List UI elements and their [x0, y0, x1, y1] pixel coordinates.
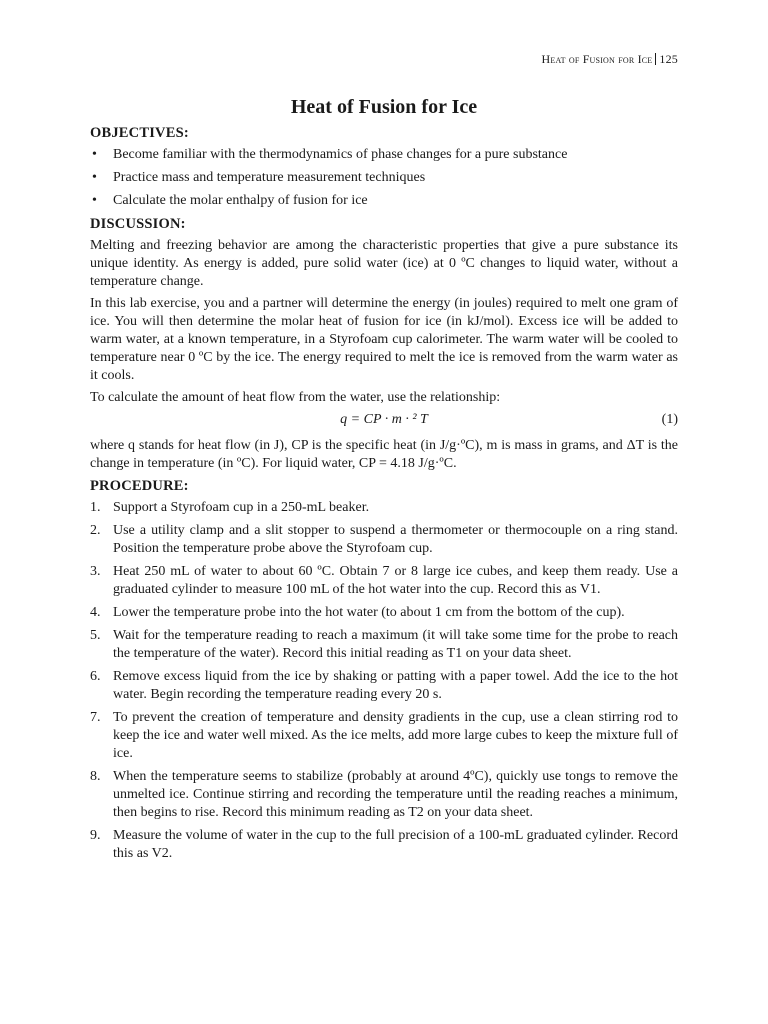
procedure-heading: PROCEDURE: [90, 478, 189, 494]
equation-block [90, 411, 678, 433]
list-item [90, 627, 678, 663]
paragraph: Melting and freezing behavior are among the characteristic properties that give a pure substance its unique identity. As energy is added, pure solid water (ice) at 0 ºC changes to liquid water, without a temperature change. [90, 238, 678, 289]
equation: q = CP · m · ² T [340, 412, 428, 427]
objectives-list [90, 146, 678, 210]
step-text: To prevent the creation of temperature and density gradients in the cup, use a clean stirring rod to keep the ice and water well mixed. As the ice melts, add more large cubes to keep the mixture full of ice. [113, 710, 678, 761]
step-text: Wait for the temperature reading to reach a maximum (it will take some time for the probe to reach the temperature of the water). Record this initial reading as T1 on your data sheet. [113, 628, 678, 661]
list-item [90, 827, 678, 863]
step-text: Support a Styrofoam cup in a 250-mL beaker. [113, 500, 370, 515]
step-text: Measure the volume of water in the cup to the full precision of a 100-mL graduated cylinder. Record this as V2. [113, 828, 678, 861]
list-item [90, 668, 678, 704]
step-text: Remove excess liquid from the ice by shaking or patting with a paper towel. Add the ice to the hot water. Begin recording the temperature reading every 20 s. [113, 669, 678, 702]
procedure-list [90, 499, 678, 863]
list-item: • Practice mass and temperature measurement techniques [90, 169, 678, 187]
list-item [90, 563, 678, 599]
step-number: 5. [90, 628, 101, 643]
step-text: Heat 250 mL of water to about 60 ºC. Obtain 7 or 8 large ice cubes, and keep them ready. Use a graduated cylinder to measure 100 mL of the hot water into the cup. Record this as V1. [113, 564, 678, 597]
objectives-heading: OBJECTIVES: [90, 125, 189, 141]
list-item [90, 522, 678, 558]
list-item: • Become familiar with the thermodynamics of phase changes for a pure substance [90, 146, 678, 164]
step-number: 6. [90, 669, 101, 684]
paragraph: In this lab exercise, you and a partner will determine the energy (in joules) required to melt one gram of ice. You will then determine the molar heat of fusion for ice (in kJ/mol). Excess ice will be added to warm water, at a known temperature, in a Styrofoam cup calorimeter. The warm water will be cooled to temperature near 0 ºC by the ice. The energy required to melt the ice is removed from the warm water as it cools. [90, 296, 678, 383]
equation-number: (1) [661, 412, 678, 427]
step-text: When the temperature seems to stabilize (probably at around 4ºC), quickly use tongs to remove the unmelted ice. Continue stirring and recording the temperature until the reading reaches a minimum, then begins to rise. Record this minimum reading as T2 on your data sheet. [113, 769, 678, 820]
list-item [90, 499, 678, 517]
running-title: Heat of Fusion for Ice [541, 52, 653, 66]
paragraph: To calculate the amount of heat flow from the water, use the relationship: [90, 390, 501, 405]
step-number: 8. [90, 769, 101, 784]
step-text: Use a utility clamp and a slit stopper to suspend a thermometer or thermocouple on a ring stand. Position the temperature probe above the Styrofoam cup. [113, 523, 678, 556]
step-number: 4. [90, 605, 101, 620]
step-number: 3. [90, 564, 101, 579]
list-item [90, 604, 678, 622]
list-item [90, 768, 678, 822]
step-number: 2. [90, 523, 101, 538]
list-item [90, 709, 678, 763]
paragraph: where q stands for heat flow (in J), CP is the specific heat (in J/g·ºC), m is mass in grams, and ΔT is the change in temperature (in ºC). For liquid water, CP = 4.18 J/g·ºC. [90, 438, 678, 471]
header-divider [655, 53, 656, 65]
step-text: Lower the temperature probe into the hot water (to about 1 cm from the bottom of the cup). [113, 605, 625, 620]
page-title: Heat of Fusion for Ice [290, 96, 478, 118]
step-number: 1. [90, 500, 101, 515]
running-header [542, 52, 678, 67]
document-body [90, 124, 678, 868]
step-number: 7. [90, 710, 101, 725]
discussion-heading: DISCUSSION: [90, 216, 186, 232]
step-number: 9. [90, 828, 101, 843]
list-item: • Calculate the molar enthalpy of fusion for ice [90, 192, 678, 210]
page-number: 125 [659, 52, 678, 66]
